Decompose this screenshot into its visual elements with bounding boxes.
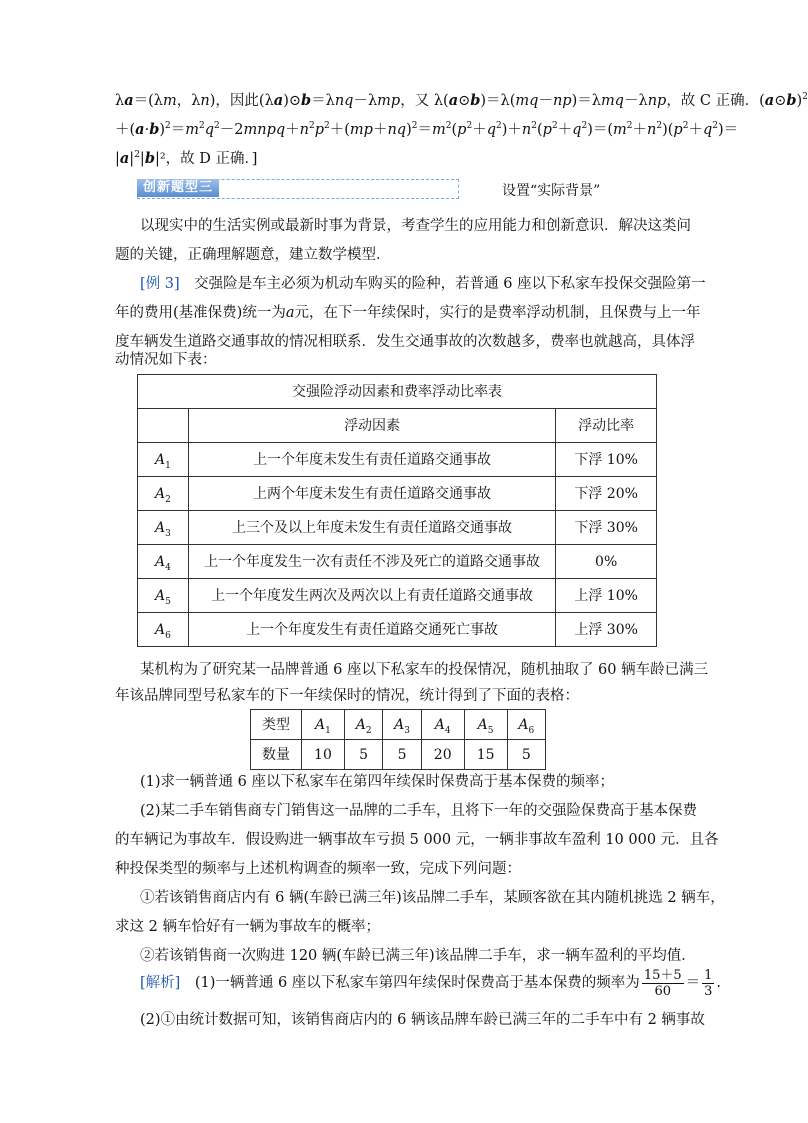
question-2a-line-1: ①若该销售商店内有 6 辆(车龄已满三年)该品牌二手车，某顾客欲在其内随机挑选 2 辆车， xyxy=(140,890,725,906)
rate-code: $A_2$ xyxy=(138,477,189,511)
example-var-a: a xyxy=(285,305,295,321)
rate-table-header-factor: 浮动因素 xyxy=(188,409,555,443)
example-line-3: 度车辆发生道路交通事故的情况相联系．发生交通事故的次数越多，费率也就越高，具体浮 xyxy=(115,334,695,350)
rate-code: $A_6$ xyxy=(138,613,189,647)
equals-sign: ＝ xyxy=(685,975,701,991)
table-row xyxy=(138,579,657,613)
rate-factor: 上一个年度发生有责任道路交通死亡事故 xyxy=(188,613,555,647)
intro-line-2: 题的关键，正确理解题意，建立数学模型． xyxy=(115,247,391,263)
intro-line-1: 以现实中的生活实例或最新时事为背景，考查学生的应用能力和创新意识．解决这类问 xyxy=(140,218,691,234)
example-line-4: 动情况如下表： xyxy=(115,352,217,368)
solution-period: . xyxy=(716,975,722,991)
rate-factor: 上三个及以上年度未发生有责任道路交通事故 xyxy=(188,511,555,545)
question-1: (1)求一辆普通 6 座以下私家车在第四年续保时保费高于基本保费的频率； xyxy=(140,774,614,790)
example-line-1 xyxy=(140,270,706,299)
rate-factor: 上两个年度未发生有责任道路交通事故 xyxy=(188,477,555,511)
table-row xyxy=(138,477,657,511)
question-2-line-2: 的车辆记为事故车．假设购进一辆事故车亏损 5 000 元，一辆非事故车盈利 10 000 元．且各 xyxy=(115,832,719,848)
example-line-2 xyxy=(115,299,701,328)
solution-line-2: (2)①由统计数据可知，该销售商店内的 6 辆该品牌车龄已满三年的二手车中有 2 辆事故 xyxy=(140,1012,705,1028)
count-table xyxy=(250,709,546,770)
type-code: $A_6$ xyxy=(507,710,545,740)
type-count: 5 xyxy=(383,740,421,770)
section-title: 设置“实际背景” xyxy=(502,183,601,199)
section-badge: 创新题型三 xyxy=(137,179,219,197)
example-label: [例 3] xyxy=(140,276,180,292)
survey-line-1: 某机构为了研究某一品牌普通 6 座以下私家车的投保情况，随机抽取了 60 辆车龄已满三 xyxy=(140,662,709,678)
count-table-type-label: 类型 xyxy=(251,710,302,740)
fraction-1: $\frac{15+5}{60}$ xyxy=(643,967,682,999)
example-text-2a: 年的费用(基准保费)统一为 xyxy=(115,305,286,321)
question-2-line-1: (2)某二手车销售商专门销售这一品牌的二手车，且将下一年的交强险保费高于基本保费 xyxy=(140,803,698,819)
rate-value: 上浮 10% xyxy=(556,579,657,613)
rate-factor: 上一个年度未发生有责任道路交通事故 xyxy=(188,443,555,477)
math-line-2: $+(a\cdot b)^2=m^2q^2-2mnpq+n^2p^2+(mp+nq)^2=m^2(p^2+q^2)+n^2(p^2+q^2)=(m^2+n^2)(p^2+q^2)=$ xyxy=(115,121,739,138)
rate-table-title: 交强险浮动因素和费率浮动比率表 xyxy=(138,375,657,409)
type-count: 5 xyxy=(344,740,382,770)
question-2a-line-2: 求这 2 辆车恰好有一辆为事故车的概率； xyxy=(115,919,380,935)
question-2-line-3: 种投保类型的频率与上述机构调查的频率一致，完成下列问题： xyxy=(115,861,521,877)
solution-text-1: (1)一辆普通 6 座以下私家车第四年续保时保费高于基本保费的频率为 xyxy=(194,975,640,991)
table-row xyxy=(138,443,657,477)
type-count: 15 xyxy=(464,740,507,770)
rate-value: 上浮 30% xyxy=(556,613,657,647)
question-2b: ②若该销售商一次购进 120 辆(车龄已满三年)该品牌二手车，求一辆车盈利的平均值． xyxy=(140,948,696,964)
type-code: $A_3$ xyxy=(383,710,421,740)
fraction-2: $\frac{1}{3}$ xyxy=(704,967,713,999)
table-row xyxy=(138,613,657,647)
solution-label: [解析] xyxy=(140,975,181,991)
type-count: 5 xyxy=(507,740,545,770)
rate-table-header-rate: 浮动比率 xyxy=(556,409,657,443)
type-count: 20 xyxy=(421,740,464,770)
rate-code: $A_4$ xyxy=(138,545,189,579)
table-row xyxy=(138,545,657,579)
math-line-1: λa＝(λm，λn)，因此(λa)⊙b＝λnq－λmp，又 λ(a⊙b)＝λ(mq－np)＝λmq－λnp，故 C 正确．(a⊙b)$^2$ xyxy=(115,92,808,109)
solution-line-1 xyxy=(140,963,722,1003)
type-count: 10 xyxy=(302,740,345,770)
rate-value: 下浮 10% xyxy=(556,443,657,477)
rate-code: $A_5$ xyxy=(138,579,189,613)
rate-value: 0% xyxy=(556,545,657,579)
rate-table-header-0 xyxy=(138,409,189,443)
type-code: $A_5$ xyxy=(464,710,507,740)
example-text-1: 交强险是车主必须为机动车购买的险种，若普通 6 座以下私家车投保交强险第一 xyxy=(194,276,706,292)
table-row xyxy=(138,511,657,545)
rate-value: 下浮 30% xyxy=(556,511,657,545)
example-text-2b: 元，在下一年续保时，实行的是费率浮动机制，且保费与上一年 xyxy=(294,305,701,321)
type-code: $A_4$ xyxy=(421,710,464,740)
rate-factor: 上一个年度发生一次有责任不涉及死亡的道路交通事故 xyxy=(188,545,555,579)
survey-line-2: 年该品牌同型号私家车的下一年续保时的情况，统计得到了下面的表格： xyxy=(115,688,579,704)
rate-table xyxy=(137,374,657,647)
type-code: $A_1$ xyxy=(302,710,345,740)
math-line-3: $|a|^2|b|^2$，故 D 正确．] xyxy=(115,150,258,167)
rate-code: $A_3$ xyxy=(138,511,189,545)
math-line-3-end: |²，故 D 正确．] xyxy=(154,151,258,167)
rate-value: 下浮 20% xyxy=(556,477,657,511)
rate-factor: 上一个年度发生两次及两次以上有责任道路交通事故 xyxy=(188,579,555,613)
rate-code: $A_1$ xyxy=(138,443,189,477)
count-table-count-label: 数量 xyxy=(251,740,302,770)
type-code: $A_2$ xyxy=(344,710,382,740)
